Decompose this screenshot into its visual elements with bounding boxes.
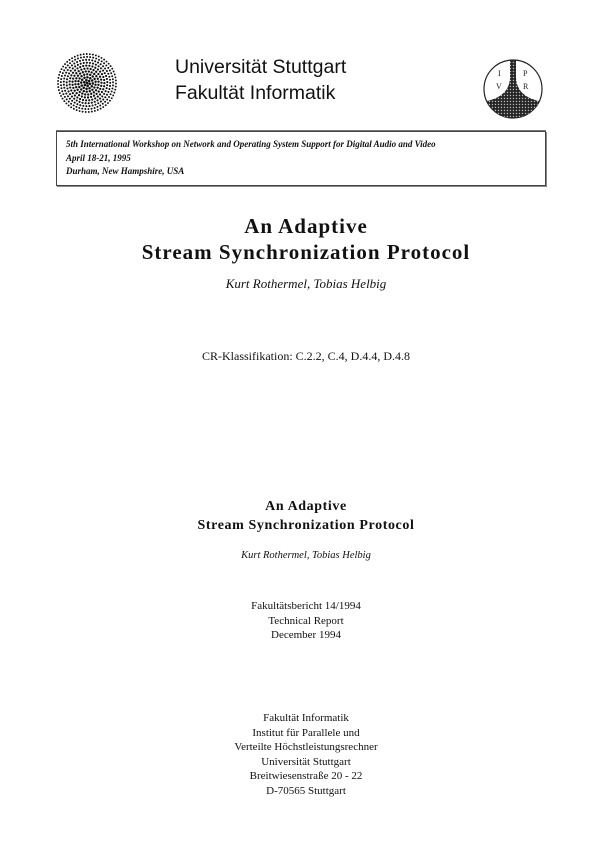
address-line: Institut für Parallele und: [252, 726, 360, 739]
faculty-name: Fakultät Informatik: [175, 82, 336, 104]
paper-authors: Kurt Rothermel, Tobias Helbig: [225, 276, 387, 291]
report-type: Technical Report: [268, 614, 344, 627]
institution-address: [0, 711, 612, 798]
university-stuttgart-logo: [56, 52, 118, 114]
university-header: [175, 54, 346, 106]
paper-title: [0, 213, 612, 265]
report-number: Fakultätsbericht 14/1994: [251, 600, 361, 612]
report-info: [0, 599, 612, 643]
address-line: Breitwiesenstraße 20 - 22: [249, 770, 363, 782]
conference-date: April 18-21, 1995: [66, 152, 131, 163]
address-line: Universität Stuttgart: [261, 755, 351, 768]
address-line: Verteilte Höchstleistungsrechner: [234, 741, 378, 753]
conference-location: Durham, New Hampshire, USA: [66, 166, 185, 176]
report-authors: Kurt Rothermel, Tobias Helbig: [241, 550, 371, 561]
report-title-line-2: Stream Synchronization Protocol: [197, 518, 415, 533]
ipvr-letter-r: R: [523, 82, 529, 91]
ipvr-institute-logo: [482, 58, 544, 120]
ipvr-letter-p: P: [523, 69, 528, 78]
report-date: December 1994: [271, 629, 341, 641]
university-name: Universität Stuttgart: [175, 56, 347, 78]
paper-title-line-1: An Adaptive: [244, 214, 368, 238]
ipvr-letter-v: V: [496, 82, 502, 91]
address-line: D-70565 Stuttgart: [266, 784, 346, 797]
conference-name: 5th International Workshop on Network and Operating System Support for Digital Audio and Video: [66, 139, 436, 149]
cr-classification: CR-Klassifikation: C.2.2, C.4, D.4.4, D.4.8: [201, 349, 410, 363]
conference-info: [66, 138, 436, 179]
address-line: Fakultät Informatik: [263, 712, 349, 724]
paper-title-line-2: Stream Synchronization Protocol: [141, 240, 471, 264]
report-title-line-1: An Adaptive: [265, 499, 347, 514]
report-title: [0, 497, 612, 535]
ipvr-letter-i: I: [498, 69, 501, 78]
